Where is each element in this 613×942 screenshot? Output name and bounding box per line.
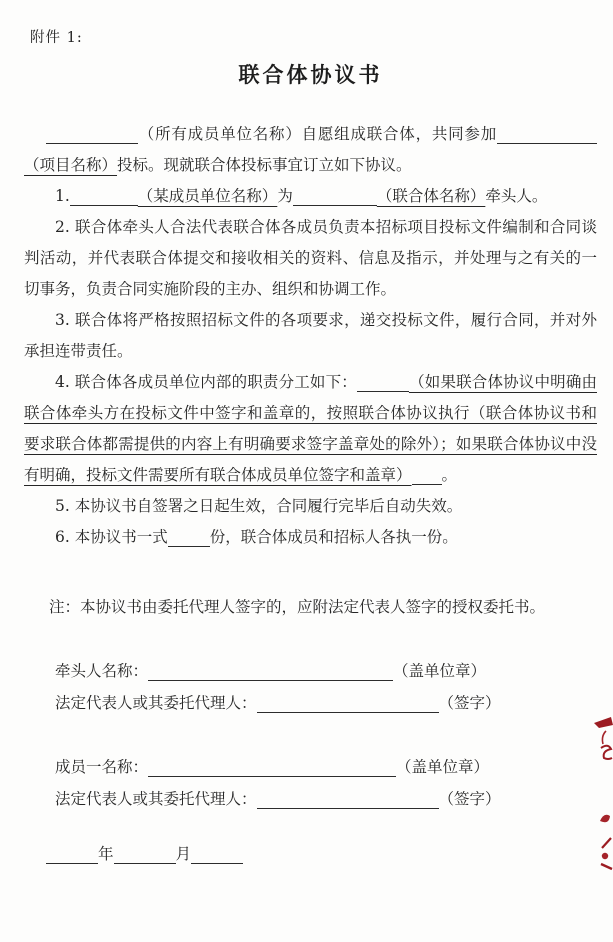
clause6-lead: 6. 本协议书一式 bbox=[55, 528, 168, 546]
note: 注：本协议书由委托代理人签字的，应附法定代表人签字的授权委托书。 bbox=[49, 598, 546, 616]
blank-member1-rep-signature bbox=[257, 792, 439, 809]
blank-lead-rep-signature bbox=[257, 696, 439, 713]
doc-title: 联合体协议书 bbox=[238, 63, 383, 87]
blank-consortium-name bbox=[293, 189, 377, 206]
clause-4 bbox=[24, 367, 597, 491]
intro-project-hint: （项目名称） bbox=[24, 156, 118, 174]
clause-6 bbox=[24, 522, 597, 553]
clause-3: 3. 联合体将严格按照招标文件的各项要求，递交投标文件，履行合同，并对外承担连带责任。 bbox=[24, 311, 597, 360]
clause1-mid: 为 bbox=[277, 187, 293, 205]
intro-tail: 投标。现就联合体投标事宜订立如下协议。 bbox=[117, 156, 412, 174]
lead-rep-label: 法定代表人或其委托代理人： bbox=[55, 694, 257, 712]
member1-rep-row bbox=[55, 783, 597, 815]
member1-name-label: 成员一名称： bbox=[55, 758, 149, 776]
signature-block-member1 bbox=[24, 751, 597, 815]
clause-1 bbox=[24, 181, 597, 212]
lead-seal-hint: （盖单位章） bbox=[393, 662, 487, 680]
blank-project-name bbox=[497, 127, 597, 144]
member1-name-row bbox=[55, 751, 597, 783]
blank-member-name bbox=[70, 189, 138, 206]
blank-all-members-name bbox=[46, 127, 138, 144]
clause6-tail: 份，联合体成员和招标人各执一份。 bbox=[209, 528, 458, 546]
clause-2: 2. 联合体牵头人合法代表联合体各成员负责本招标项目投标文件编制和合同谈判活动，并代表联合体提交和接收相关的资料、信息及指示，并处理与之有关的一切事务，负责合同实施阶段的主办、组织和协调工作。 bbox=[24, 218, 597, 298]
document-body bbox=[24, 119, 597, 553]
clause1-num: 1. bbox=[55, 187, 70, 205]
red-seal-fragment-icon bbox=[599, 812, 611, 832]
date-line bbox=[46, 841, 597, 867]
blank-year bbox=[46, 847, 98, 864]
blank-month bbox=[114, 847, 176, 864]
lead-rep-row bbox=[55, 687, 597, 719]
clause-5: 5. 本协议书自签署之日起生效，合同履行完毕后自动失效。 bbox=[55, 497, 463, 515]
lead-name-row bbox=[55, 655, 597, 687]
clause1-member-hint: （某成员单位名称） bbox=[137, 187, 278, 205]
lead-sign-hint: （签字） bbox=[438, 694, 501, 712]
clause1-consortium-hint: （联合体名称） bbox=[376, 187, 486, 205]
paragraph-intro bbox=[24, 119, 597, 181]
blank-day bbox=[191, 847, 243, 864]
clause4-underlined-hint: （如果联合体协议中明确由联合体牵头方在投标文件中签字和盖章的，按照联合体协议执行（联合体协议书和要求联合体都需提供的内容上有明确要求签字盖章处的除外）；如果联合体协议中没有明确，投标文件需要所有联合体成员单位签字和盖章） bbox=[24, 373, 597, 484]
year-label: 年 bbox=[98, 845, 114, 863]
blank-member1-name bbox=[148, 760, 396, 777]
intro-members-hint: （所有成员单位名称）自愿组成联合体，共同参加 bbox=[138, 125, 497, 143]
clause4-lead: 4. 联合体各成员单位内部的职责分工如下： bbox=[55, 373, 357, 391]
member1-sign-hint: （签字） bbox=[438, 790, 501, 808]
member1-rep-label: 法定代表人或其委托代理人： bbox=[55, 790, 257, 808]
clause1-tail: 牵头人。 bbox=[485, 187, 548, 205]
attachment-label: 附件 1: bbox=[30, 30, 83, 46]
lead-name-label: 牵头人名称： bbox=[55, 662, 149, 680]
signature-block-lead bbox=[24, 655, 597, 719]
blank-lead-name bbox=[148, 664, 393, 681]
month-label: 月 bbox=[175, 845, 192, 863]
blank-copies-count bbox=[168, 530, 210, 547]
blank-duty-division bbox=[357, 375, 409, 392]
blank-clause4-tail bbox=[412, 468, 442, 485]
member1-seal-hint: （盖单位章） bbox=[396, 758, 490, 776]
clause4-tail: 。 bbox=[441, 466, 458, 484]
red-seal-fragment-icon bbox=[597, 836, 613, 876]
